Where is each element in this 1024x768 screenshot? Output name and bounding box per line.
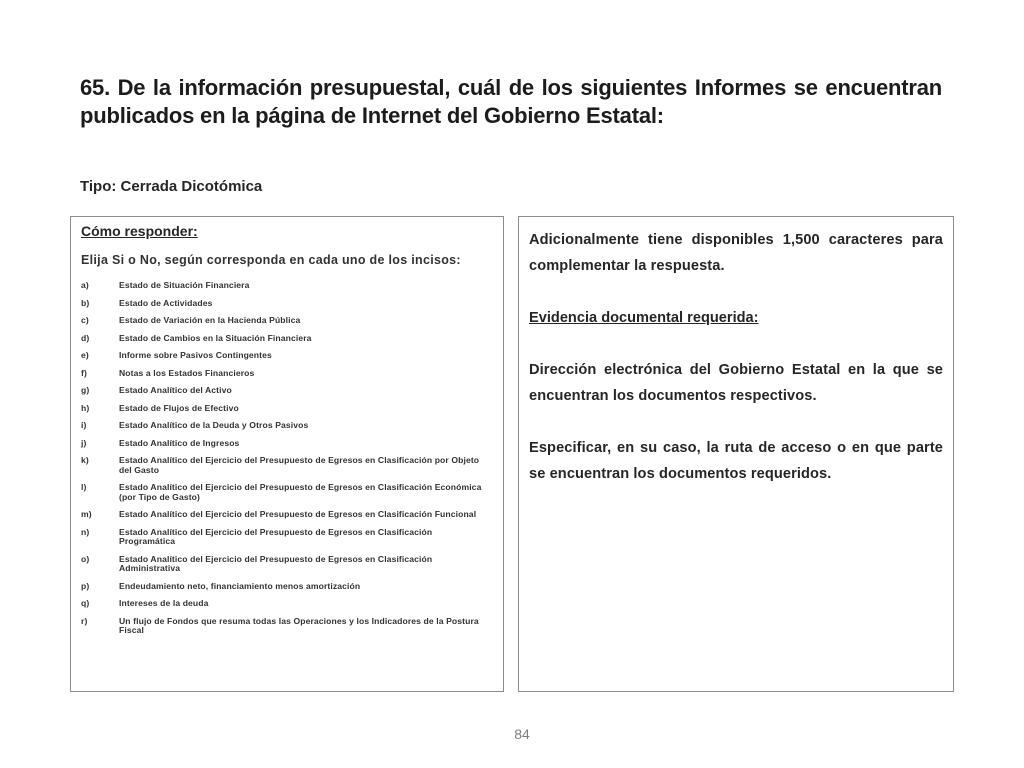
list-item-text: Notas a los Estados Financieros <box>119 367 255 378</box>
list-item <box>81 421 493 431</box>
evidence-text: Dirección electrónica del Gobierno Estatal en la que se encuentran los documentos respectivos. <box>529 362 943 404</box>
list-item-letter: a) <box>81 280 89 290</box>
list-item <box>81 351 493 361</box>
instruction-text: Elija Si o No, según corresponda en cada uno de los incisos: <box>81 253 461 267</box>
list-item-text: Estado Analítico del Ejercicio del Presupuesto de Egresos en Clasificación Programática <box>119 526 433 546</box>
list-item-letter: h) <box>81 402 90 413</box>
list-item-text: Un flujo de Fondos que resuma todas las Operaciones y los Indicadores de la Postura Fiscal <box>119 615 479 635</box>
list-item-letter: p) <box>81 580 90 591</box>
list-item-letter: b) <box>81 297 90 308</box>
list-item <box>81 386 493 396</box>
how-to-respond-panel <box>70 216 504 692</box>
list-item <box>81 456 493 475</box>
page-number: 84 <box>514 726 530 742</box>
list-item-text: Estado de Variación en la Hacienda Pública <box>119 315 301 325</box>
list-item-letter: d) <box>81 332 90 343</box>
list-item-text: Estado Analítico de la Deuda y Otros Pasivos <box>119 420 309 430</box>
list-item-text: Estado Analítico del Ejercicio del Presupuesto de Egresos en Clasificación Económica (por Tipo de Gasto) <box>119 482 482 502</box>
list-item-text: Endeudamiento neto, financiamiento menos amortización <box>119 580 361 591</box>
list-item-text: Estado de Flujos de Efectivo <box>119 402 239 413</box>
list-item <box>81 334 493 344</box>
list-item-text: Estado de Situación Financiera <box>119 280 250 290</box>
list-item-letter: e) <box>81 350 89 360</box>
evidence-panel <box>518 216 954 692</box>
list-item-letter: n) <box>81 526 90 537</box>
list-item <box>81 439 493 449</box>
list-item-letter: l) <box>81 482 87 492</box>
list-item-letter: k) <box>81 455 89 465</box>
list-item-letter: q) <box>81 598 90 608</box>
list-item-text: Estado Analítico del Activo <box>119 385 232 395</box>
list-item-letter: f) <box>81 367 87 378</box>
list-item-letter: o) <box>81 553 90 564</box>
list-item-letter: m) <box>81 509 92 519</box>
list-item-text: Estado Analítico del Ejercicio del Presupuesto de Egresos en Clasificación Administrativa <box>119 553 433 573</box>
list-item-text: Intereses de la deuda <box>119 598 209 608</box>
list-item <box>81 617 493 636</box>
question-type: Tipo: Cerrada Dicotómica <box>80 178 263 195</box>
list-item-text: Estado Analítico del Ejercicio del Presupuesto de Egresos en Clasificación Funcional <box>119 509 477 519</box>
list-item-letter: i) <box>81 420 87 430</box>
list-item <box>81 528 493 547</box>
list-item <box>81 483 493 502</box>
question-title: 65. De la información presupuestal, cuál de los siguientes Informes se encuentran publicados en la página de Internet del Gobierno Estatal: <box>80 75 942 128</box>
list-item-text: Estado Analítico de Ingresos <box>119 437 240 448</box>
list-item-letter: c) <box>81 315 89 325</box>
list-item-letter: r) <box>81 615 88 626</box>
list-item-text: Informe sobre Pasivos Contingentes <box>119 350 272 360</box>
characters-note: Adicionalmente tiene disponibles 1,500 caracteres para complementar la respuesta. <box>529 232 943 274</box>
report-list <box>81 281 493 636</box>
specify-text: Especificar, en su caso, la ruta de acceso o en que parte se encuentran los documentos requeridos. <box>529 440 943 482</box>
list-item-text: Estado de Actividades <box>119 297 213 308</box>
how-to-respond-heading: Cómo responder: <box>81 223 198 239</box>
list-item <box>81 582 493 592</box>
list-item <box>81 299 493 309</box>
list-item <box>81 316 493 326</box>
list-item-text: Estado de Cambios en la Situación Financiera <box>119 332 312 343</box>
list-item-letter: j) <box>81 437 87 448</box>
list-item <box>81 369 493 379</box>
list-item-text: Estado Analítico del Ejercicio del Presupuesto de Egresos en Clasificación por Objeto del Gasto <box>119 455 480 475</box>
evidence-heading: Evidencia documental requerida: <box>529 310 759 326</box>
list-item <box>81 404 493 414</box>
list-item <box>81 555 493 574</box>
list-item-letter: g) <box>81 385 90 395</box>
list-item <box>81 281 493 291</box>
list-item <box>81 599 493 609</box>
list-item <box>81 510 493 520</box>
